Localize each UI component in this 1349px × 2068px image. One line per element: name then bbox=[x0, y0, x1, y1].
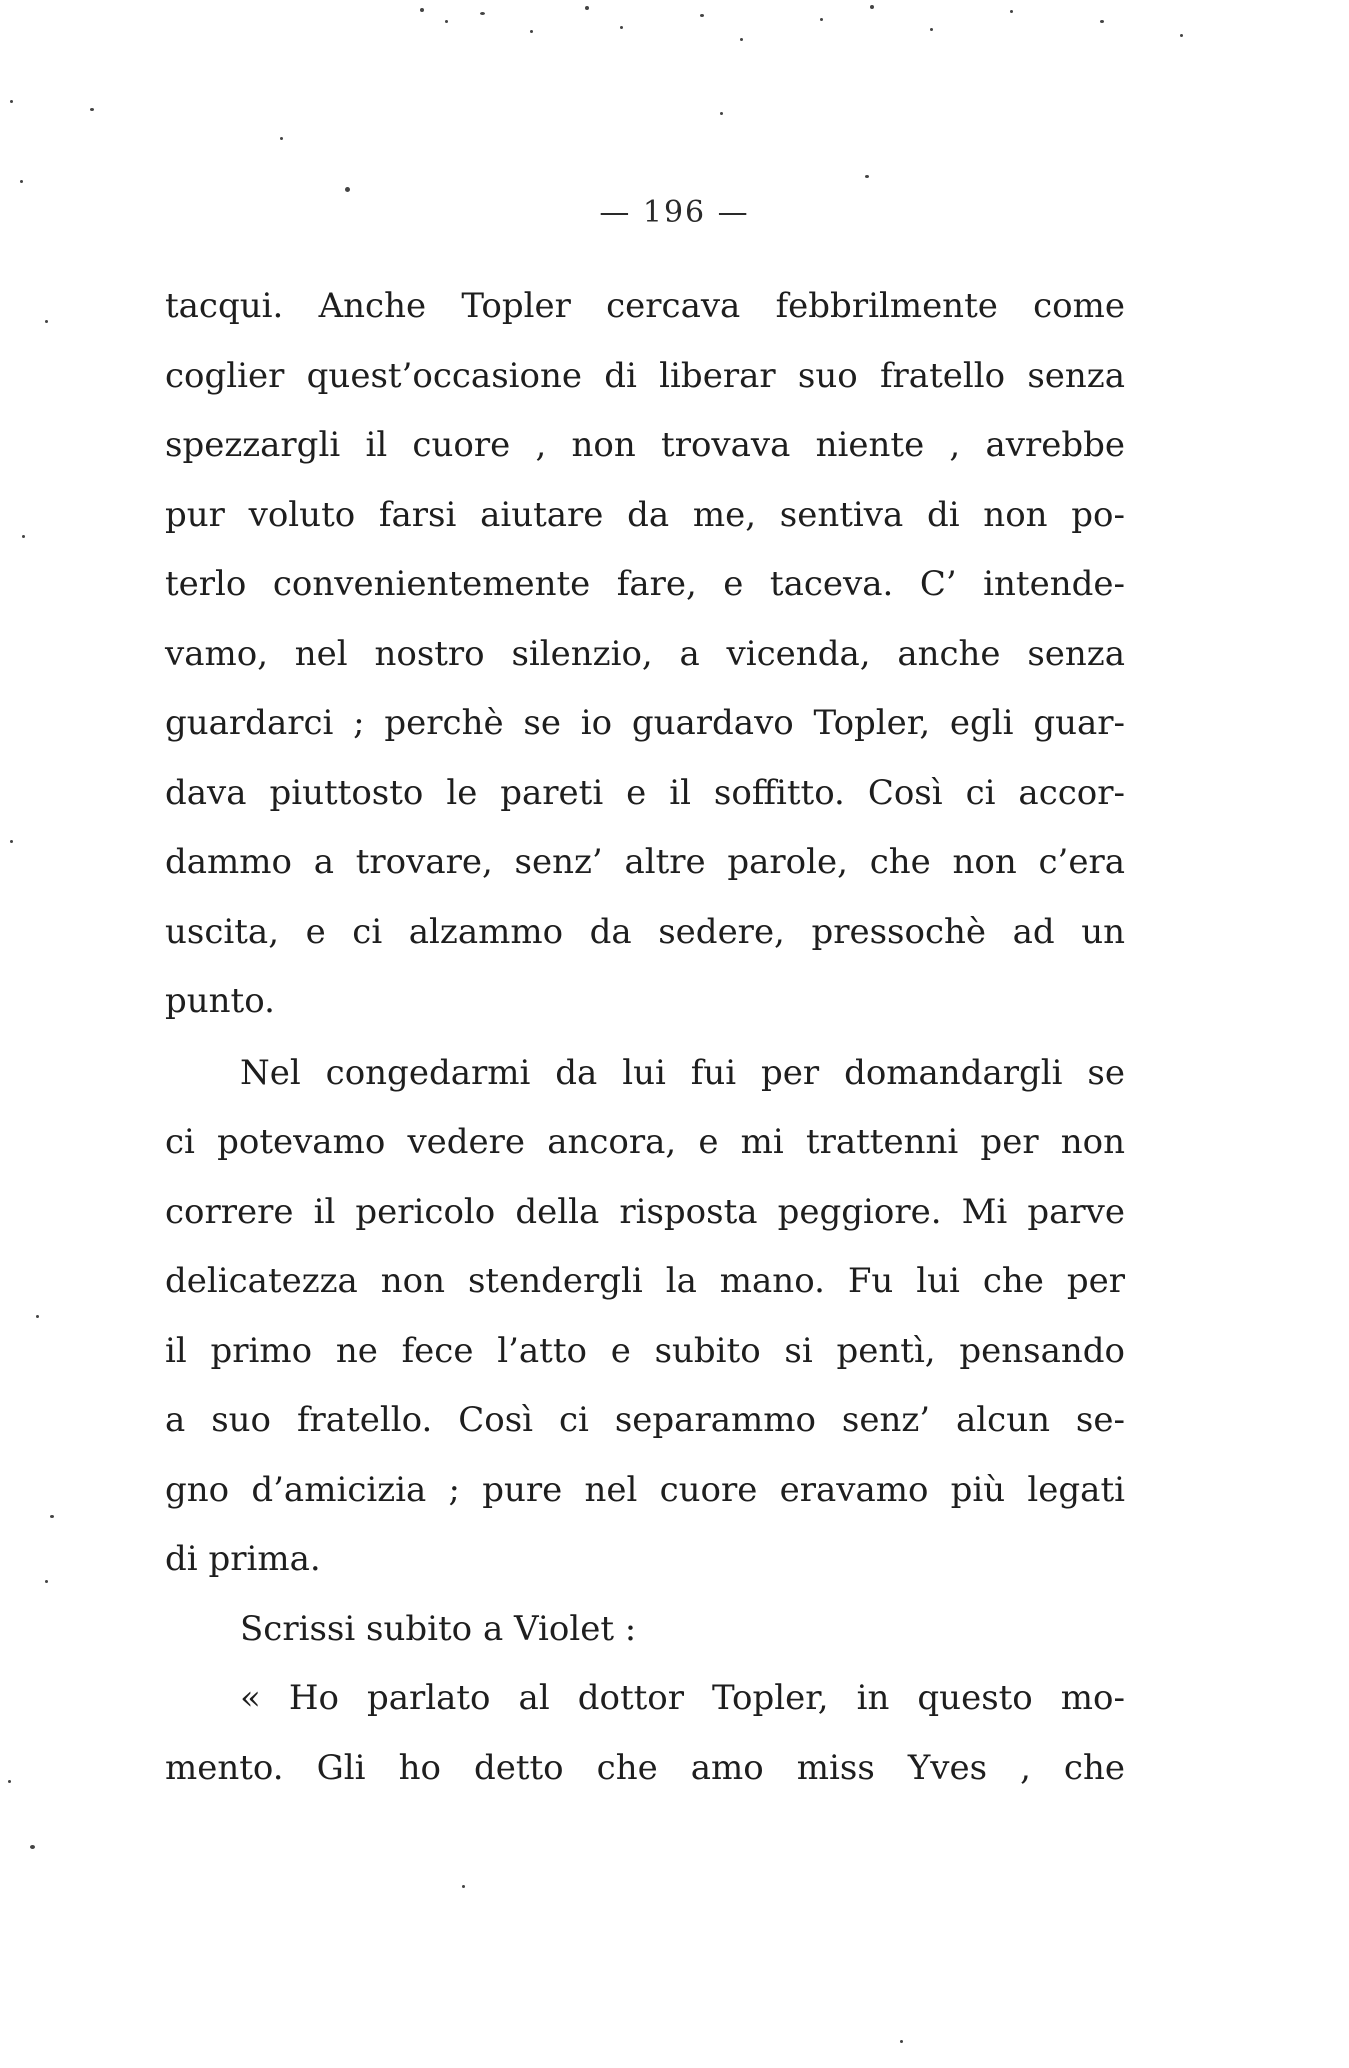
text-line: coglier quest’occasione di liberar suo fratello senza bbox=[165, 355, 1125, 396]
text-line: delicatezza non stendergli la mano. Fu lui che per bbox=[165, 1261, 1125, 1301]
text-line: « Ho parlato al dottor Topler, in questo mo- bbox=[240, 1678, 1125, 1718]
text-line: terlo convenientemente fare, e taceva. C’ intende- bbox=[165, 564, 1125, 604]
text-line: a suo fratello. Così ci separammo senz’ alcun se- bbox=[165, 1400, 1125, 1440]
body-text bbox=[165, 272, 1125, 1803]
text-line: dammo a trovare, senz’ altre parole, che non c’era bbox=[165, 842, 1125, 882]
text-line: correre il pericolo della risposta peggiore. Mi parve bbox=[165, 1191, 1125, 1232]
page-number: — 196 — bbox=[599, 195, 750, 230]
text-line: pur voluto farsi aiutare da me, sentiva di non po- bbox=[165, 494, 1125, 535]
text-line: tacqui. Anche Topler cercava febbrilmente come bbox=[165, 286, 1125, 326]
text-line: uscita, e ci alzammo da sedere, pressochè ad un bbox=[165, 911, 1125, 952]
paragraph bbox=[165, 272, 1125, 1037]
text-line: spezzargli il cuore , non trovava niente , avrebbe bbox=[165, 425, 1125, 465]
paragraph bbox=[165, 1595, 1125, 1665]
text-line: Nel congedarmi da lui fui per domandargli se bbox=[240, 1052, 1125, 1093]
paragraph bbox=[165, 1039, 1125, 1595]
text-line: ci potevamo vedere ancora, e mi trattenni per non bbox=[165, 1122, 1125, 1162]
text-line: mento. Gli ho detto che amo miss Yves , che bbox=[165, 1747, 1125, 1788]
text-line: Scrissi subito a Violet : bbox=[240, 1608, 637, 1649]
scan-noise bbox=[400, 0, 1220, 70]
text-line: di prima. bbox=[165, 1539, 321, 1579]
text-line: il primo ne fece l’atto e subito si pentì, pensando bbox=[165, 1330, 1125, 1371]
text-line: guardarci ; perchè se io guardavo Topler, egli guar- bbox=[165, 703, 1125, 743]
text-line: vamo, nel nostro silenzio, a vicenda, anche senza bbox=[165, 633, 1125, 674]
paragraph bbox=[165, 1664, 1125, 1803]
text-line: punto. bbox=[165, 981, 275, 1021]
text-line: dava piuttosto le pareti e il soffitto. Così ci accor- bbox=[165, 772, 1125, 813]
text-line: gno d’amicizia ; pure nel cuore eravamo più legati bbox=[165, 1469, 1125, 1510]
